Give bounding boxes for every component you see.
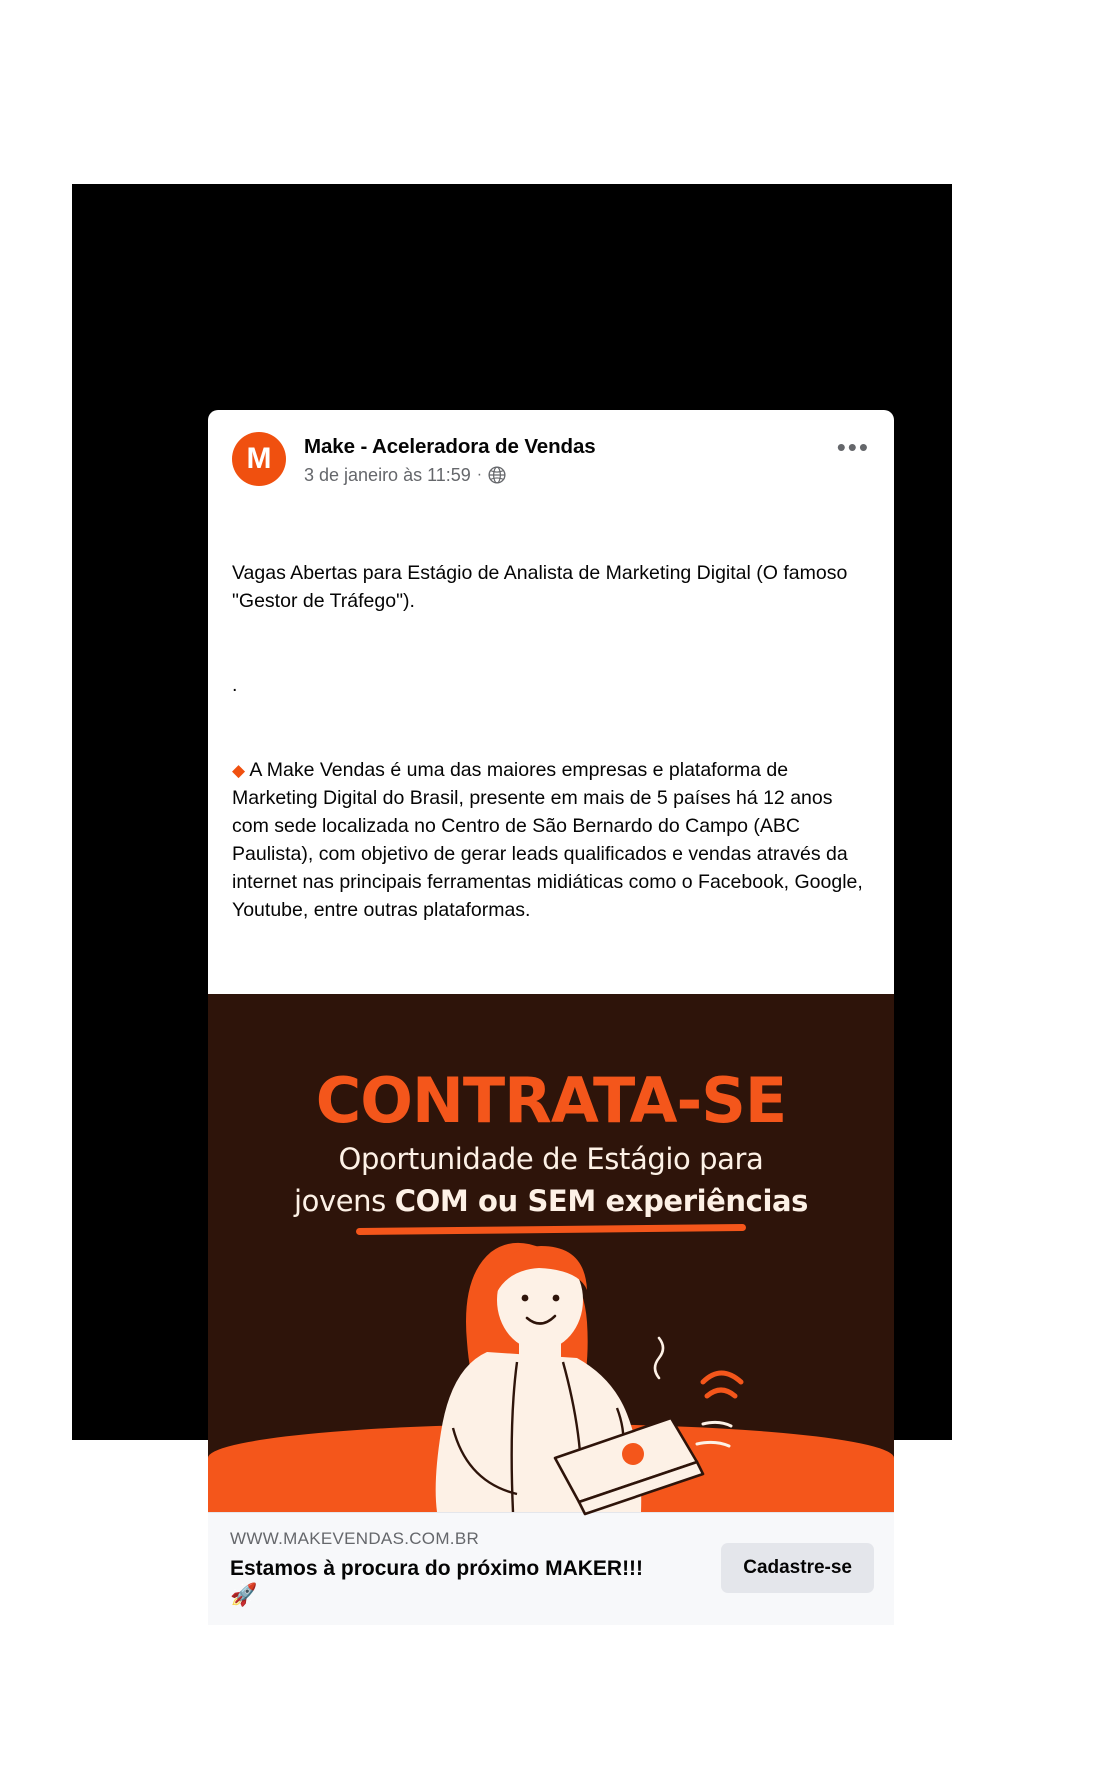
page-name[interactable]: Make - Aceleradora de Vendas: [304, 435, 596, 458]
creative-headline-sub2-prefix: jovens: [293, 1184, 395, 1219]
link-preview-texts: [230, 1527, 721, 1608]
post-header: [208, 410, 894, 487]
post-body-line-3-text: A Make Vendas é uma das maiores empresas e plataforma de Marketing Digital do Brasil, presente em mais de 5 países há 12 anos com sede localizada no Centro de São Bernardo do Campo (ABC Paulista), com objetivo de gerar leads qualificados e vendas através da internet nas principais ferramentas midiáticas como o Facebook, Google, Youtube, entre outras plataformas.: [232, 758, 868, 922]
diamond-bullet-icon: ◆: [232, 760, 246, 780]
globe-icon: [488, 466, 506, 484]
avatar[interactable]: M: [232, 432, 286, 486]
post-meta: [304, 464, 872, 487]
post-header-text: [304, 432, 872, 487]
creative-headline-sub2-bold: COM ou SEM experiências: [394, 1184, 809, 1219]
post-body-line-2: .: [232, 674, 238, 697]
link-title: Estamos à procura do próximo MAKER!!!: [230, 1557, 644, 1581]
cadastre-se-button[interactable]: Cadastre-se: [721, 1543, 874, 1593]
link-preview[interactable]: [208, 1512, 894, 1624]
ellipsis-icon[interactable]: •••: [836, 432, 870, 462]
link-domain: WWW.MAKEVENDAS.COM.BR: [230, 1529, 480, 1549]
post-image[interactable]: [208, 994, 894, 1512]
creative-headline-sub1: Oportunidade de Estágio para: [338, 1142, 764, 1177]
post-body-line-3: [232, 756, 870, 924]
facebook-post-card: [208, 410, 894, 1608]
creative-headline-main: CONTRATA-SE: [315, 1064, 787, 1138]
post-body: [208, 487, 894, 994]
illustration-person: [341, 1182, 761, 1512]
rocket-icon: 🚀: [230, 1582, 258, 1608]
creative-background: [208, 994, 894, 1512]
device-frame: [72, 184, 952, 1608]
meta-separator: ·: [476, 465, 483, 483]
post-body-line-1: Vagas Abertas para Estágio de Analista de Marketing Digital (O famoso "Gestor de Tráfego").: [232, 562, 853, 613]
post-timestamp[interactable]: 3 de janeiro às 11:59: [304, 464, 471, 485]
